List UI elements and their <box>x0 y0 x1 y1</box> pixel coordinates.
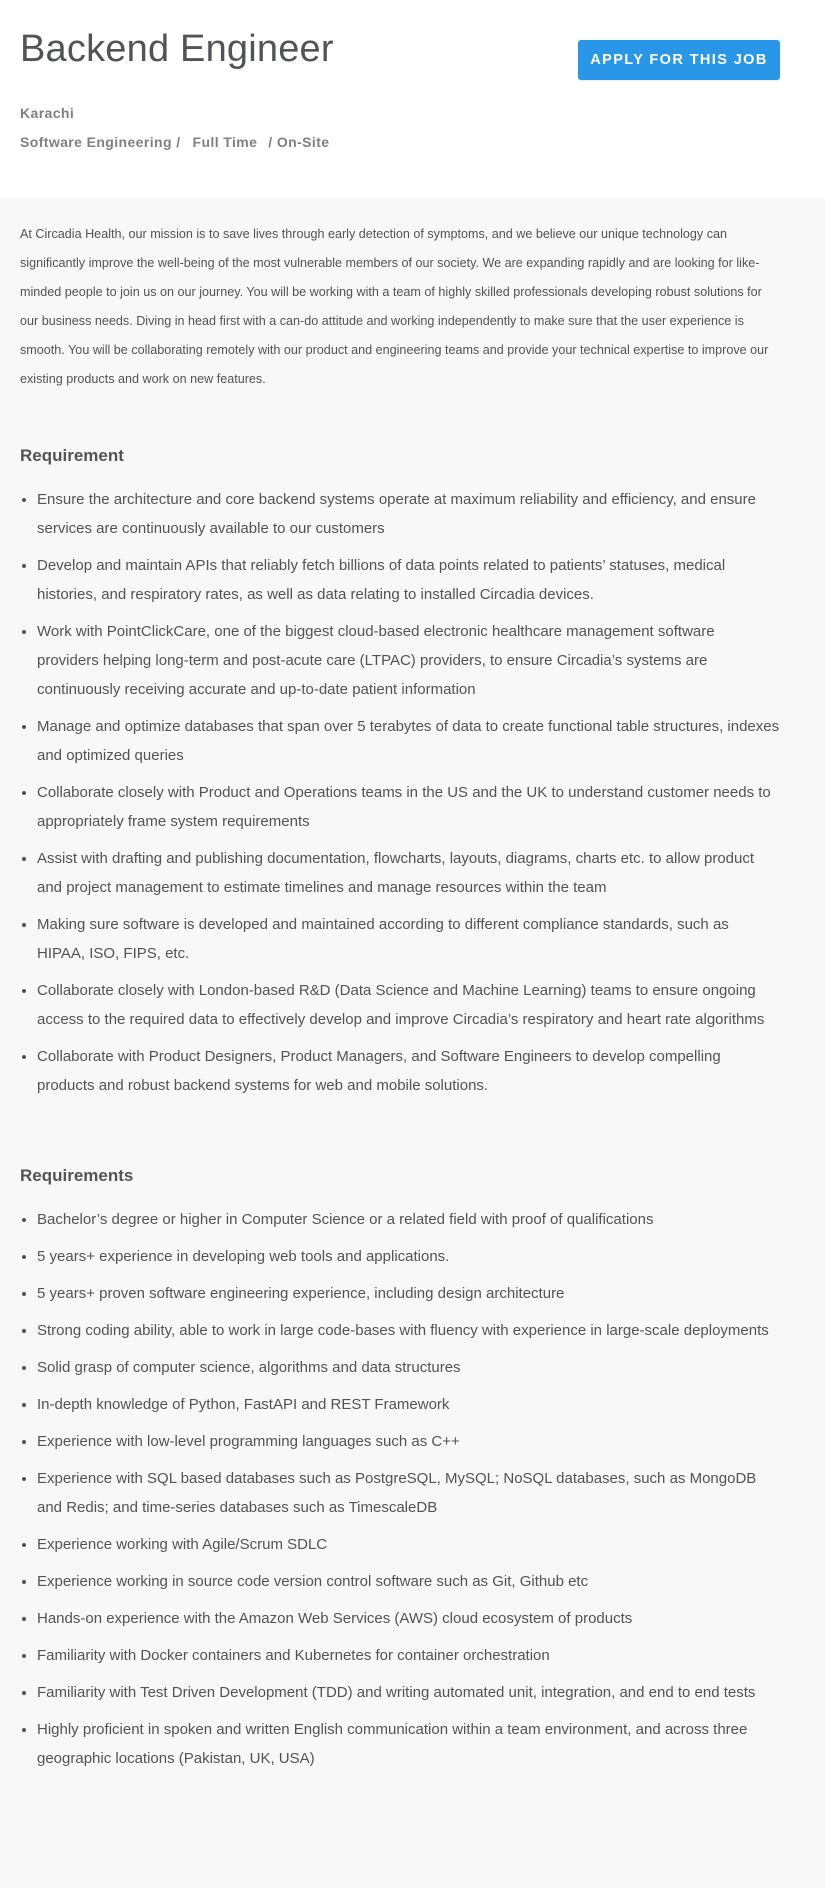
list-item: Hands-on experience with the Amazon Web Services (AWS) cloud ecosystem of products <box>20 1604 780 1633</box>
list-item: Strong coding ability, able to work in large code-bases with fluency with experience in large-scale deployments <box>20 1316 780 1345</box>
apply-button[interactable]: APPLY FOR THIS JOB <box>578 40 780 80</box>
list-item: Experience working in source code version control software such as Git, Github etc <box>20 1567 780 1596</box>
list-item: Familiarity with Docker containers and Kubernetes for container orchestration <box>20 1641 780 1670</box>
list-item: Highly proficient in spoken and written English communication within a team environment, and across three geographic locations (Pakistan, UK, USA) <box>20 1715 780 1773</box>
list-item: Collaborate closely with London-based R&D (Data Science and Machine Learning) teams to ensure ongoing access to the required data to effectively develop and improve Circadia’s respiratory and heart rate algorithms <box>20 976 780 1034</box>
requirements-list <box>20 1205 780 1773</box>
list-item: Collaborate closely with Product and Operations teams in the US and the UK to understand customer needs to appropriately frame system requirements <box>20 778 780 836</box>
list-item: 5 years+ experience in developing web tools and applications. <box>20 1242 780 1271</box>
list-item: Collaborate with Product Designers, Product Managers, and Software Engineers to develop compelling products and robust backend systems for web and mobile solutions. <box>20 1042 780 1100</box>
list-item: Work with PointClickCare, one of the biggest cloud-based electronic healthcare management software providers helping long-term and post-acute care (LTPAC) providers, to ensure Circadia’s systems are continuously receiving accurate and up-to-date patient information <box>20 617 780 704</box>
list-item: Assist with drafting and publishing documentation, flowcharts, layouts, diagrams, charts etc. to allow product and project management to estimate timelines and manage resources within the team <box>20 844 780 902</box>
job-description <box>0 198 825 1773</box>
list-item: Manage and optimize databases that span over 5 terabytes of data to create functional table structures, indexes and optimized queries <box>20 712 780 770</box>
list-item: Bachelor’s degree or higher in Computer Science or a related field with proof of qualifications <box>20 1205 780 1234</box>
list-item: Making sure software is developed and maintained according to different compliance standards, such as HIPAA, ISO, FIPS, etc. <box>20 910 780 968</box>
intro-paragraph: At Circadia Health, our mission is to save lives through early detection of symptoms, and we believe our unique technology can significantly improve the well-being of the most vulnerable members of our society. We are expanding rapidly and are looking for like-minded people to join us on our journey. You will be working with a team of highly skilled professionals developing robust solutions for our business needs. Diving in head first with a can-do attitude and working independently to make sure that the user experience is smooth. You will be collaborating remotely with our product and engineering teams and provide your technical expertise to improve our existing products and work on new features. <box>20 227 769 386</box>
category-workplace: / On-Site <box>268 134 330 150</box>
list-item: Familiarity with Test Driven Development (TDD) and writing automated unit, integration, and end to end tests <box>20 1678 780 1707</box>
job-categories <box>20 134 329 150</box>
list-item: Ensure the architecture and core backend systems operate at maximum reliability and efficiency, and ensure services are continuously available to our customers <box>20 485 780 543</box>
category-team: Software Engineering / <box>20 134 181 150</box>
section-title: Requirement <box>20 446 124 465</box>
section-title: Requirements <box>20 1166 134 1185</box>
category-commitment: Full Time <box>192 134 258 150</box>
list-item: Experience with low-level programming languages such as C++ <box>20 1427 780 1456</box>
requirement-list <box>20 485 780 1100</box>
list-item: In-depth knowledge of Python, FastAPI and REST Framework <box>20 1390 780 1419</box>
list-item: Experience with SQL based databases such as PostgreSQL, MySQL; NoSQL databases, such as MongoDB and Redis; and time-series databases such as TimescaleDB <box>20 1464 780 1522</box>
list-item: Experience working with Agile/Scrum SDLC <box>20 1530 780 1559</box>
list-item: Solid grasp of computer science, algorithms and data structures <box>20 1353 780 1382</box>
job-title: Backend Engineer <box>20 28 334 70</box>
job-location: Karachi <box>20 105 75 121</box>
list-item: Develop and maintain APIs that reliably fetch billions of data points related to patients’ statuses, medical histories, and respiratory rates, as well as data relating to installed Circadia devices. <box>20 551 780 609</box>
job-header <box>0 0 825 198</box>
list-item: 5 years+ proven software engineering experience, including design architecture <box>20 1279 780 1308</box>
